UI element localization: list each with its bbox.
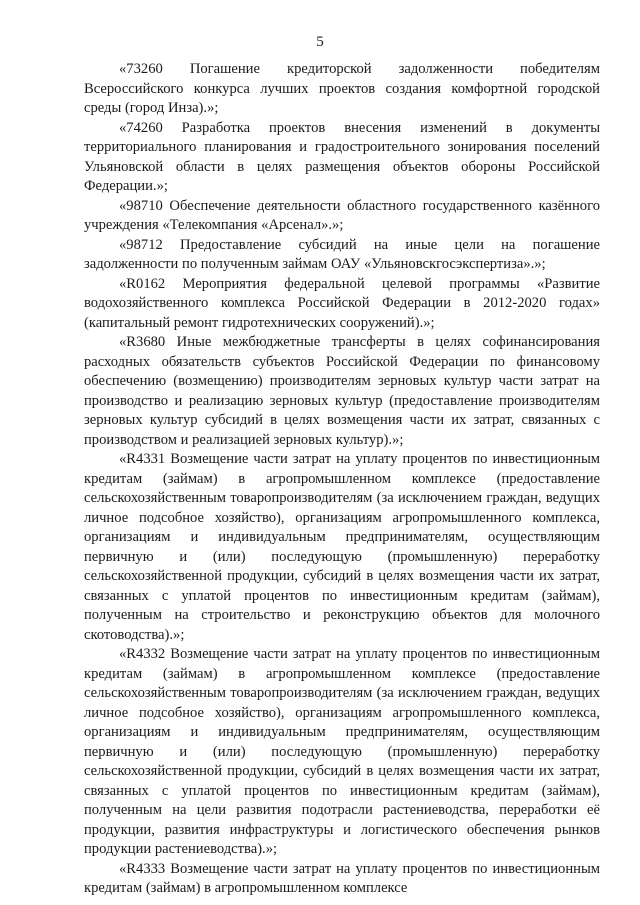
- budget-item-98710: «98710 Обеспечение деятельности областного государственного казённого учреждения «Телекомпания «Арсенал».»;: [84, 197, 600, 233]
- document-body: [84, 60, 600, 899]
- budget-item-r0162: «R0162 Мероприятия федеральной целевой программы «Развитие водохозяйственного комплекса Российской Федерации в 2012-2020 годах» (капитальный ремонт гидротехнических сооружений).»;: [84, 275, 600, 331]
- budget-item-73260: «73260 Погашение кредиторской задолженности победителям Всероссийского конкурса лучших проектов создания комфортной городской среды (город Инза).»;: [84, 61, 600, 116]
- budget-item-74260: «74260 Разработка проектов внесения изменений в документы территориального планирования и градостроительного зонирования поселений Ульяновской области в целях размещения объектов обороны Российской Федерации.»;: [84, 119, 600, 194]
- budget-item-98712: «98712 Предоставление субсидий на иные цели на погашение задолженности по полученным займам ОАУ «Ульяновскгосэкспертиза».»;: [84, 236, 600, 272]
- budget-item-r4331: «R4331 Возмещение части затрат на уплату процентов по инвестиционным кредитам (займам) в агропромышленном комплексе (предоставление сельскохозяйственным товаропроизводителям (за исключением граждан, ведущих личное подсобное хозяйство), организациям агропромышленного комплекса, организациям и индивидуальным предпринимателям, осуществляющим первичную и (или) последующую (промышленную) переработку сельскохозяйственной продукции, субсидий в целях возмещения части их затрат, связанных с уплатой процентов по инвестиционным кредитам (займам), полученным на строительство и реконструкцию объектов для молочного скотоводства).»;: [84, 451, 600, 643]
- budget-item-r3680: «R3680 Иные межбюджетные трансферты в целях софинансирования расходных обязательств субъектов Российской Федерации по финансовому обеспечению (возмещению) производителям зерновых культур части затрат на производство и реализацию зерновых культур (предоставление производителям зерновых культур субсидий в целях возмещения части их затрат, связанных с производством и реализацией зерновых культур).»;: [84, 334, 600, 448]
- budget-item-r4333: «R4333 Возмещение части затрат на уплату процентов по инвестиционным кредитам (займам) в агропромышленном комплексе: [84, 860, 600, 896]
- page-number: 5: [316, 34, 324, 50]
- budget-item-r4332: «R4332 Возмещение части затрат на уплату процентов по инвестиционным кредитам (займам) в агропромышленном комплексе (предоставление сельскохозяйственным товаропроизводителям (за исключением граждан, ведущих личное подсобное хозяйство), организациям агропромышленного комплекса, организациям и индивидуальным предпринимателям, осуществляющим первичную и (или) последующую (промышленную) переработку сельскохозяйственной продукции, субсидий в целях возмещения части их затрат, связанных с уплатой процентов по инвестиционным кредитам (займам), полученным на цели развития подотрасли растениеводства, переработки её продукции, развития инфраструктуры и логистического обеспечения рынков продукции растениеводства).»;: [84, 646, 600, 857]
